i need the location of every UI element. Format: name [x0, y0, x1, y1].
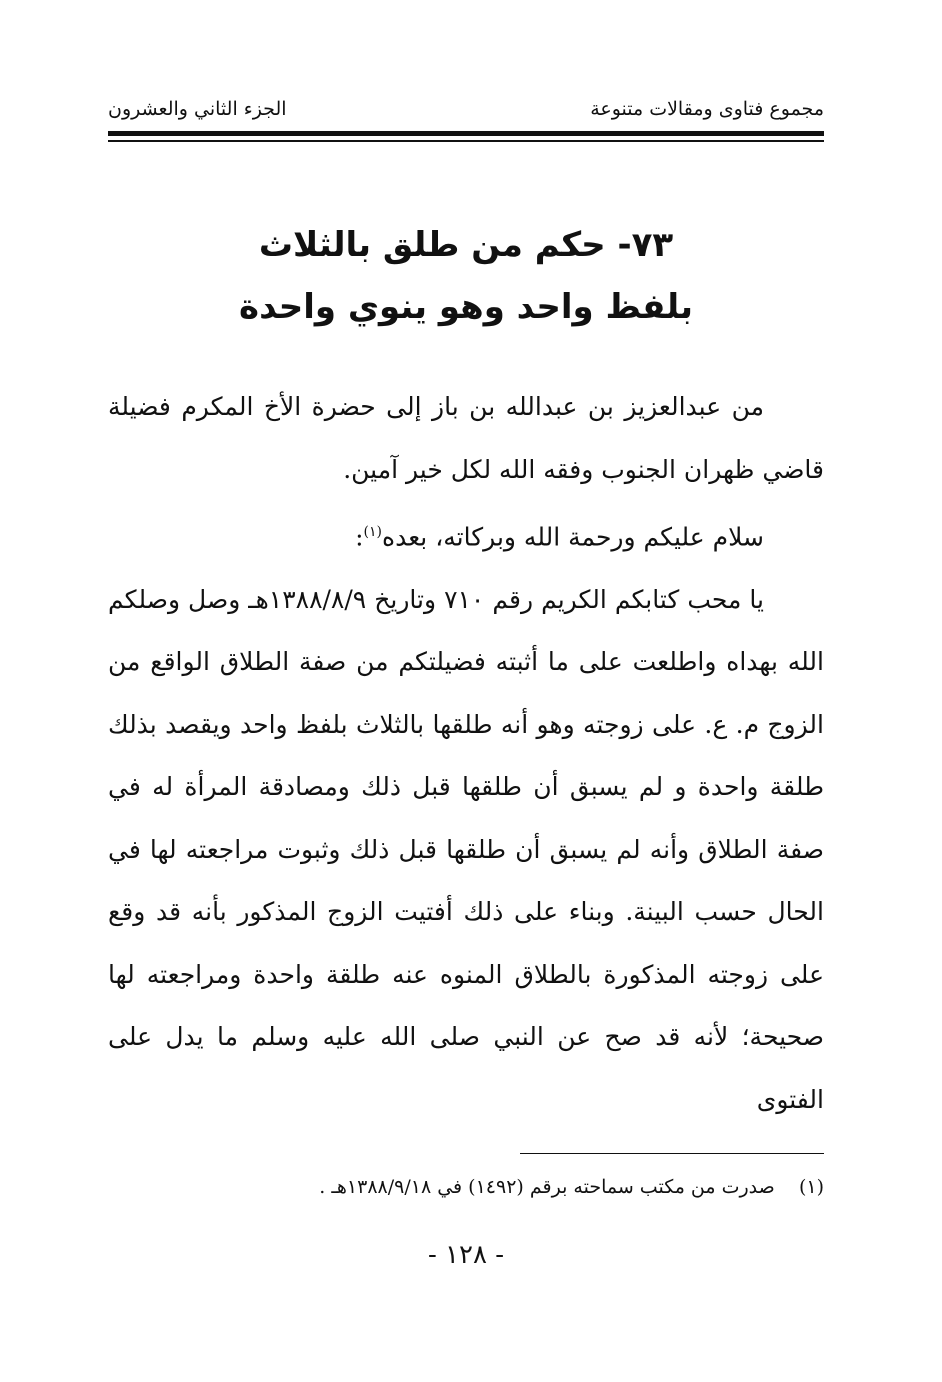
paragraph-main: يا محب كتابكم الكريم رقم ٧١٠ وتاريخ ١٣٨٨/٨/٩هـ وصل وصلكم الله بهداه واطلعت على ما أثبته فضيلتكم من صفة الطلاق الواقع من الزوج م. ع. على زوجته وهو أنه طلقها بالثلاث بلفظ واحد ويقصد بذلك طلقة واحدة و لم يسبق أن طلقها قبل ذلك ومصادقة المرأة له في صفة الطلاق وأنه لم يسبق أن طلقها قبل ذلك وثبوت مراجعته لها في الحال حسب البينة. وبناء على ذلك أفتيت الزوج المذكور بأنه قد وقع على زوجته المذكورة بالطلاق المنوه عنه طلقة واحدة ومراجعته لها صحيحة؛ لأنه قد صح عن النبي صلى الله عليه وسلم ما يدل على الفتوى [108, 584, 824, 1114]
volume-label: الجزء الثاني والعشرون [108, 98, 287, 120]
title-line-2: بلفظ واحد وهو ينوي واحدة [239, 287, 693, 327]
footnote-separator [520, 1153, 824, 1154]
book-title: مجموع فتاوى ومقالات متنوعة [590, 98, 824, 120]
footnote-marker: (١) [798, 1176, 824, 1198]
running-header [108, 92, 824, 126]
header-rule-thick [108, 131, 824, 136]
salam-text: سلام عليكم ورحمة الله وبركاته، بعده [382, 522, 764, 552]
footnote [108, 1172, 824, 1202]
page-number: - ١٢٨ - [427, 1240, 505, 1270]
body-text [108, 376, 824, 1131]
paragraph-salam [108, 501, 824, 569]
title-line-1: ٧٣- حكم من طلق بالثلاث [258, 225, 674, 265]
footnote-text: صدرت من مكتب سماحته برقم (١٤٩٢) في ١٣٨٨/٩/١٨هـ . [319, 1176, 775, 1198]
fatwa-title [108, 214, 824, 338]
paragraph-greeting: من عبدالعزيز بن عبدالله بن باز إلى حضرة الأخ المكرم فضيلة قاضي ظهران الجنوب وفقه الله لكل خير آمين. [108, 392, 824, 484]
header-rule-thin [108, 140, 824, 142]
salam-colon: : [355, 522, 364, 552]
footnote-reference: (١) [363, 524, 383, 540]
